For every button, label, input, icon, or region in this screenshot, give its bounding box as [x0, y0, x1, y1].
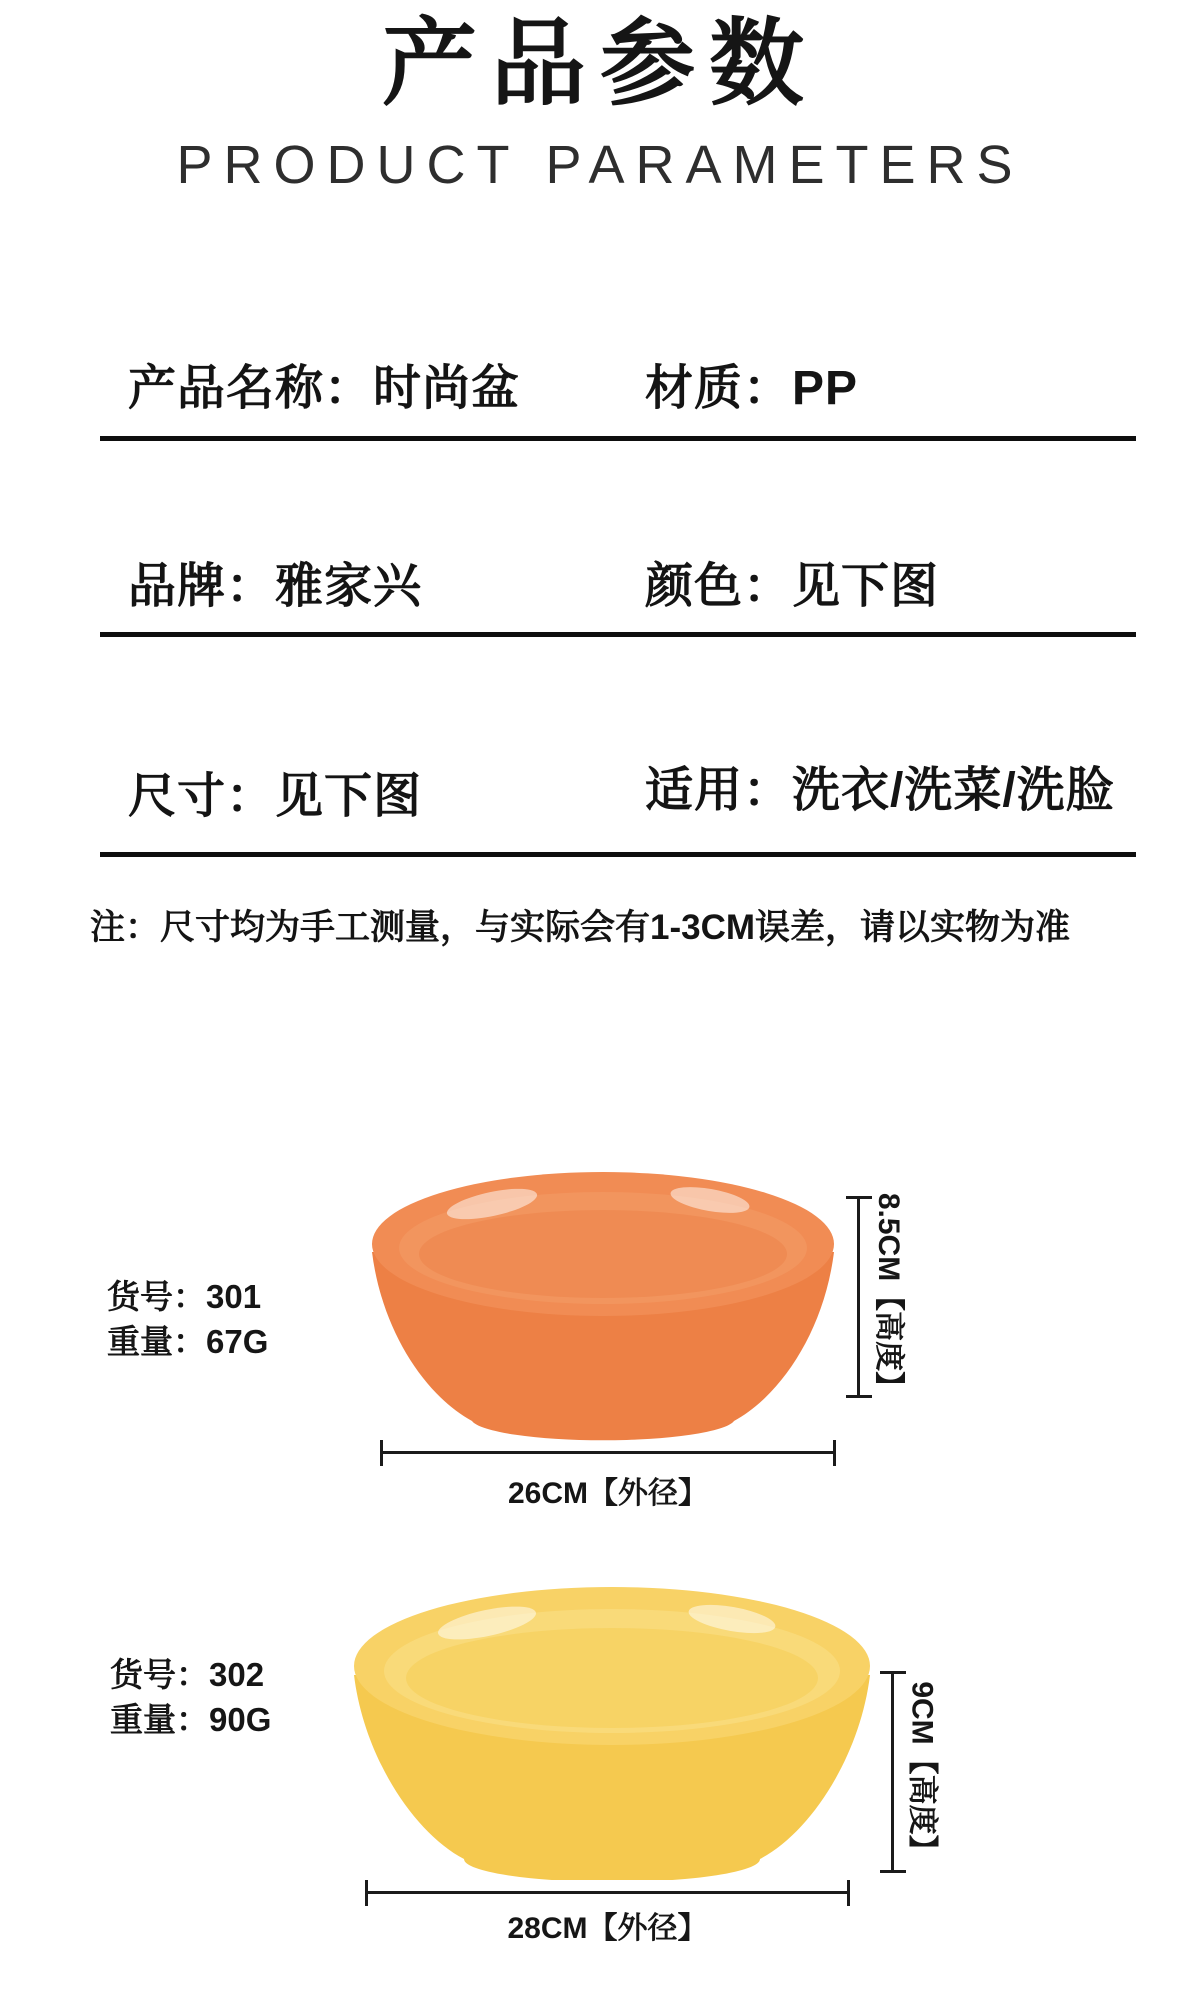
product2-height-dimension-line — [891, 1672, 894, 1872]
product2-weight-line — [110, 1697, 271, 1742]
product1-info — [107, 1274, 268, 1364]
weight-label: 重量： — [110, 1701, 209, 1738]
sku-value: 302 — [209, 1656, 265, 1693]
orange-basin-photo — [370, 1170, 837, 1442]
spec-value-product-name: 时尚盆 — [373, 362, 521, 415]
product1-height-label-wrap — [864, 1192, 920, 1402]
spec-label-size: 尺寸： — [128, 770, 276, 823]
spec-row3-left — [128, 770, 422, 824]
spec-label-usage: 适用： — [645, 764, 793, 817]
spec-label-material: 材质： — [645, 362, 793, 415]
sku-label: 货号： — [107, 1278, 206, 1315]
spec-label-product-name: 产品名称： — [128, 362, 374, 415]
product2-diameter-dimension-line — [365, 1891, 850, 1894]
product1-sku-line — [107, 1274, 268, 1319]
weight-value: 90G — [209, 1701, 272, 1738]
product1-height-label: 8.5CM【高度】 — [872, 1192, 906, 1402]
product1-diameter-dimension-line — [380, 1451, 836, 1454]
divider-line-3 — [100, 852, 1136, 857]
product1-weight-line — [107, 1319, 268, 1364]
product2-sku-line — [110, 1652, 271, 1697]
spec-row3-right — [645, 764, 1115, 818]
spec-label-color: 颜色： — [645, 560, 793, 613]
product1-height-dimension-line — [857, 1197, 860, 1397]
spec-value-brand: 雅家兴 — [275, 560, 423, 613]
product2-height-label-wrap — [898, 1668, 954, 1878]
sku-label: 货号： — [110, 1656, 209, 1693]
spec-row1-right — [645, 362, 858, 416]
product2-info — [110, 1652, 271, 1742]
spec-row2-left — [128, 560, 422, 614]
divider-line-2 — [100, 632, 1136, 637]
weight-label: 重量： — [107, 1323, 206, 1360]
page-title: 产品参数 — [381, 11, 818, 117]
measurement-note: 注：尺寸均为手工测量，与实际会有1-3CM误差，请以实物为准 — [90, 908, 1071, 947]
spec-label-brand: 品牌： — [128, 560, 276, 613]
product2-diameter-label: 28CM【外径】 — [507, 1912, 708, 1945]
spec-value-material: PP — [792, 362, 859, 415]
spec-value-usage: 洗衣/洗菜/洗脸 — [792, 764, 1115, 817]
spec-row2-right — [645, 560, 939, 614]
yellow-basin-photo — [352, 1585, 872, 1880]
weight-value: 67G — [206, 1323, 269, 1360]
page-subtitle: PRODUCT PARAMETERS — [176, 135, 1024, 195]
spec-row1-left — [128, 362, 520, 416]
sku-value: 301 — [206, 1278, 262, 1315]
spec-value-size: 见下图 — [275, 770, 423, 823]
spec-value-color: 见下图 — [792, 560, 940, 613]
product1-diameter-label: 26CM【外径】 — [507, 1477, 709, 1510]
product2-height-label: 9CM【高度】 — [906, 1681, 939, 1865]
divider-line-1 — [100, 436, 1136, 441]
